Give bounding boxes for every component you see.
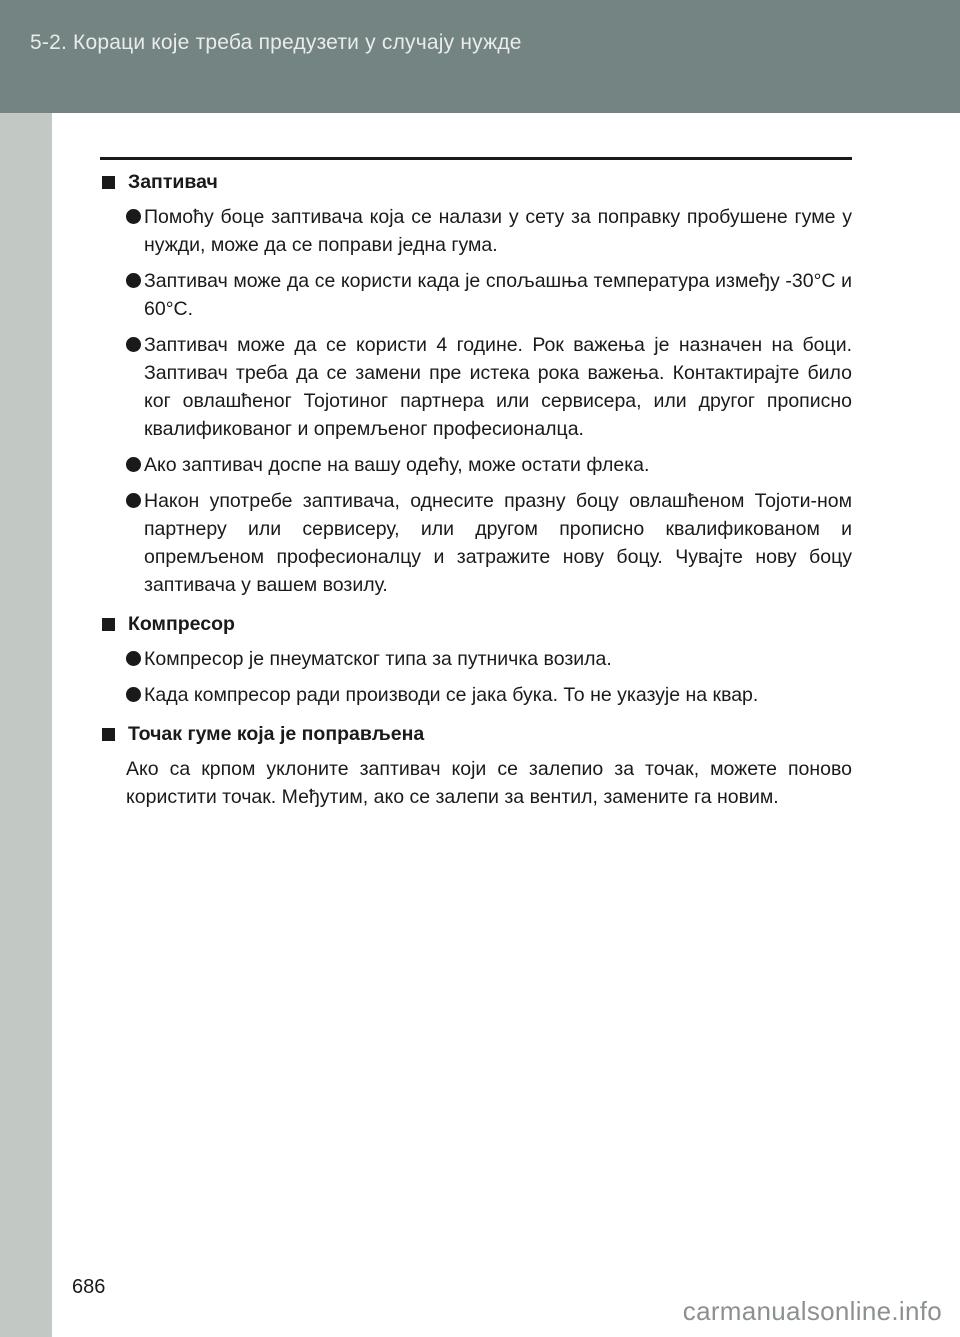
bullet-dot-icon [126,273,141,288]
list-item [100,267,852,323]
section-title: Заптивач [128,171,218,193]
list-item-text: Помоћу боце заптивача која се налази у сету за поправку пробушене гуме у нужди, може да се поправи једна гума. [144,206,852,256]
section-divider [100,157,852,160]
watermark: carmanualsonline.info [682,1296,942,1326]
section-paragraph: Ако са крпом уклоните заптивач који се залепио за точак, можете поново користити точак. Међутим, ако се залепи за вентил, замените га новим. [126,758,852,808]
list-item-text: Ако заптивач доспе на вашу одећу, може остати флека. [144,454,650,476]
bullet-dot-icon [126,687,141,702]
bullet-dot-icon [126,209,141,224]
list-item [100,203,852,259]
section-title: Точак гуме која је поправљена [128,723,425,745]
content [100,168,852,822]
bullet-dot-icon [126,337,141,352]
list-item [100,331,852,443]
section-heading [100,168,852,196]
page-number: 686 [72,1276,106,1298]
list-item [100,645,852,673]
list-item-text: Заптивач може да се користи 4 године. Рок важења је назначен на боци. Заптивач треба да се замени пре истека рока важења. Контактирајте било ког овлашћеног Тојотиног партнера или сервисера, или другог прописно квалификованог и опремљеног професионалца. [144,334,852,440]
list-item [100,487,852,599]
section-repaired-wheel [100,720,852,811]
section-title: Компресор [128,613,235,635]
list-item [100,681,852,709]
section-heading [100,720,852,748]
bullet-dot-icon [126,457,141,472]
square-bullet-icon [102,618,115,631]
chapter-title: 5-2. Кораци које треба предузети у случају нужде [30,31,522,54]
list-item-text: Компресор је пнеуматског типа за путничка возила. [144,648,612,670]
list-item-text: Након употребе заптивача, однесите празну боцу овлашћеном Тојоти-ном партнеру или сервисеру, или другом прописно квалификованом и опремљеном професионалцу и затражите нову боцу. Чувајте нову боцу заптивача у вашем возилу. [144,490,852,596]
list-item-text: Заптивач може да се користи када је спољашња температура између -30°C и 60°C. [144,270,852,320]
page-header [0,0,960,113]
section-compressor [100,610,852,709]
square-bullet-icon [102,728,115,741]
square-bullet-icon [102,176,115,189]
list-item [100,451,852,479]
list-item-text: Када компресор ради производи се јака бука. То не указује на квар. [144,684,759,706]
bullet-dot-icon [126,651,141,666]
section-sealant [100,168,852,599]
bullet-dot-icon [126,493,141,508]
section-heading [100,610,852,638]
